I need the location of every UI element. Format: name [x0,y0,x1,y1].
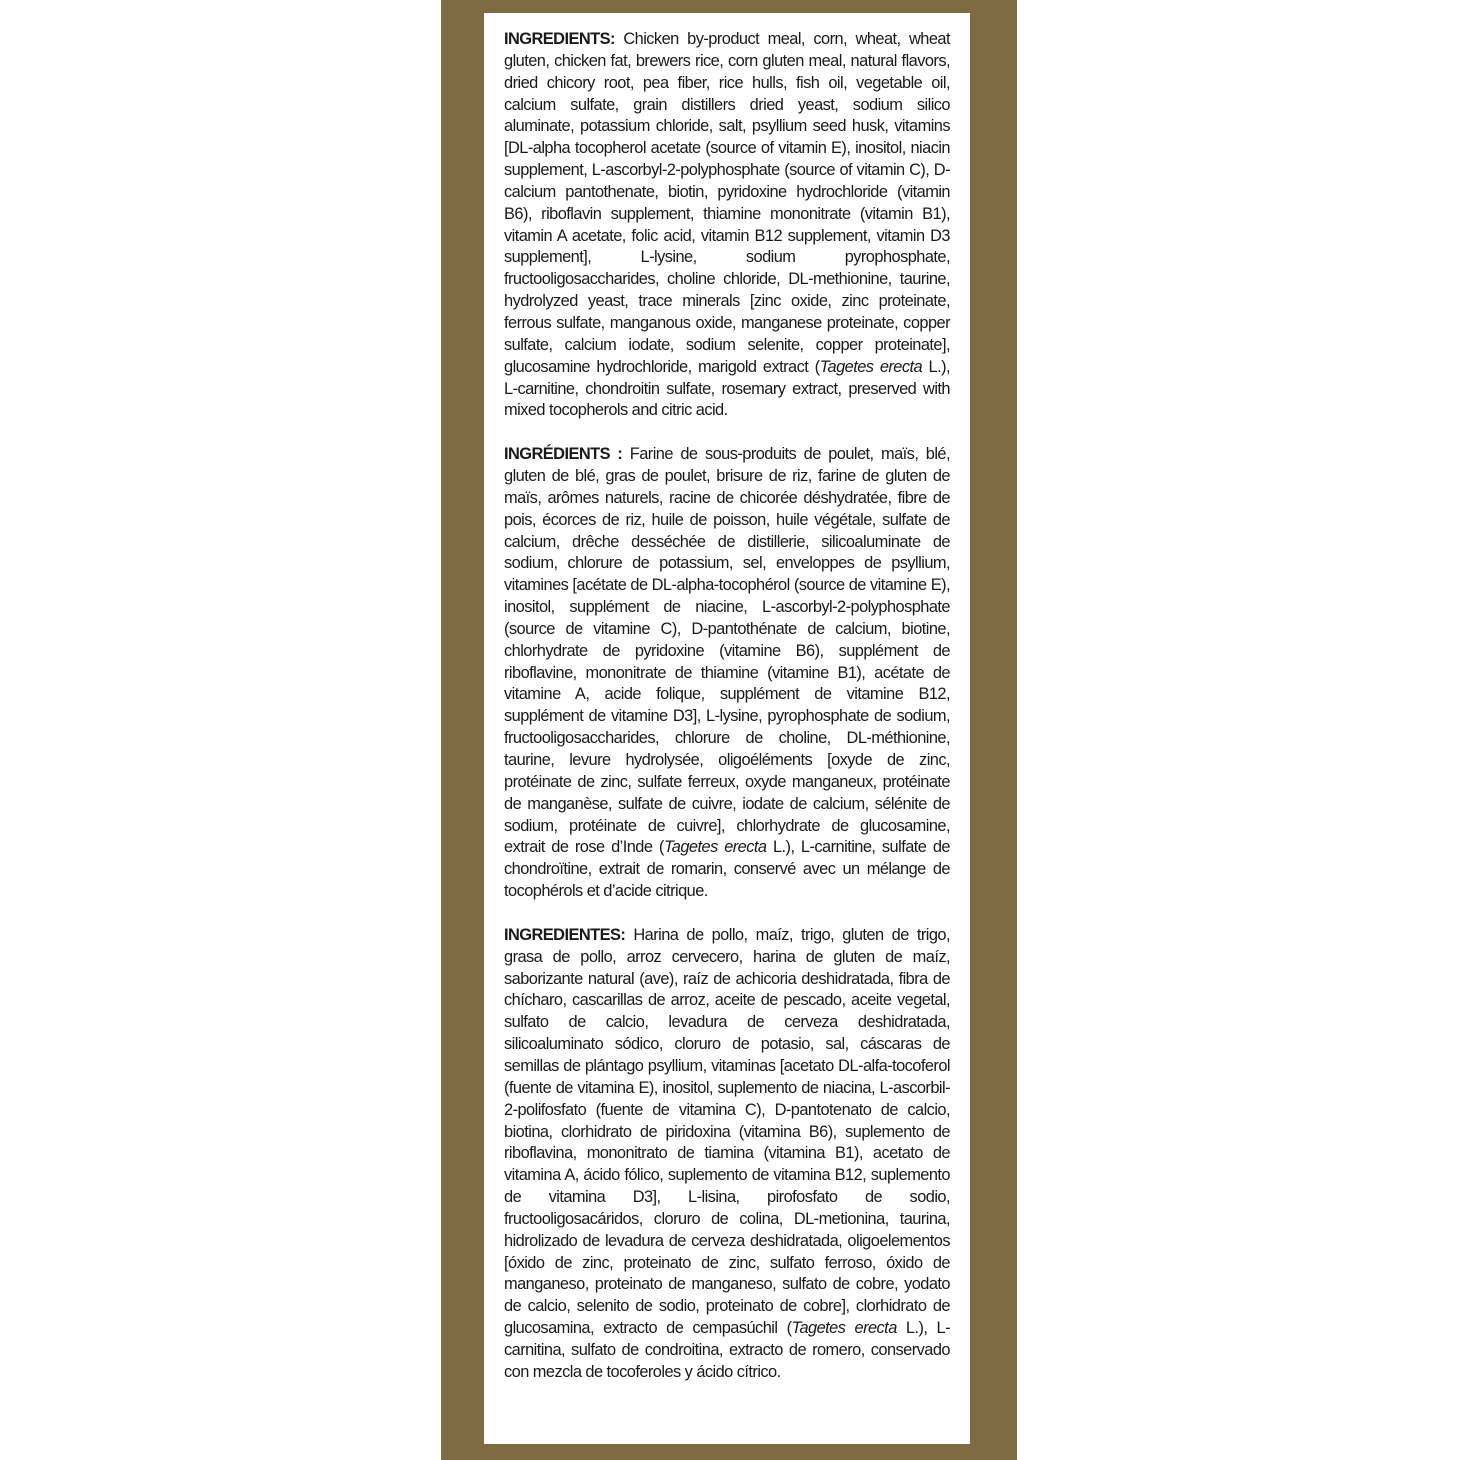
section-text: L.), L-carnitina, sulfato de condroitina, extracto de romero, conservado con mezcla de tocoferoles y ácido cítrico. [504,1319,950,1381]
section-text: L.), L-carnitine, chondroitin sulfate, rosemary extract, preserved with mixed tocopherols and citric acid. [504,357,950,420]
ingredients-french [504,444,950,903]
section-text: L.), L-carnitine, sulfate de chondroïtine, extrait de romarin, conservé avec un mélange de tocophérols et d’acide citrique. [504,838,950,901]
botanical-name: Tagetes erecta [791,1319,897,1338]
section-heading: INGRÉDIENTS : [504,445,623,464]
section-text: Farine de sous-produits de poulet, maïs, blé, gluten de blé, gras de poulet, brisure de riz, farine de gluten de maïs, arômes naturels, racine de chicorée déshydratée, fibre de pois, écorces de riz, huile de poisson, huile végétale, sulfate de calcium, drêche desséchée de distillerie, silicoaluminate de sodium, chlorure de potassium, sel, enveloppes de psyllium, vitamines [acétate de DL-alpha-tocophérol (source de vitamine E), inositol, supplément de niacine, L-ascorbyl-2-polyphosphate (source de vitamine C), D-pantothénate de calcium, biotine, chlorhydrate de pyridoxine (vitamine B6), supplément de riboflavine, mononitrate de thiamine (vitamine B1), acétate de vitamine A, acide folique, supplément de vitamine B12, supplément de vitamine D3], L-lysine, pyrophosphate de sodium, fructooligosaccharides, chlorure de choline, DL-méthionine, taurine, levure hydrolysée, oligoéléments [oxyde de zinc, protéinate de zinc, sulfate ferreux, oxyde manganeux, protéinate de manganèse, sulfate de cuivre, iodate de calcium, sélénite de sodium, protéinate de cuivre], chlorhydrate de glucosamine, extrait de rose d’Inde ( [504,445,950,857]
ingredients-panel [484,13,970,1444]
botanical-name: Tagetes erecta [819,357,923,376]
botanical-name: Tagetes erecta [663,838,767,857]
section-text: Chicken by-product meal, corn, wheat, wheat gluten, chicken fat, brewers rice, corn gluten meal, natural flavors, dried chicory root, pea fiber, rice hulls, fish oil, vegetable oil, calcium sulfate, grain distillers dried yeast, sodium silico aluminate, potassium chloride, salt, psyllium seed husk, vitamins [DL-alpha tocopherol acetate (source of vitamin E), inositol, niacin supplement, L-ascorbyl-2-polyphosphate (source of vitamin C), D-calcium pantothenate, biotin, pyridoxine hydrochloride (vitamin B6), riboflavin supplement, thiamine mononitrate (vitamin B1), vitamin A acetate, folic acid, vitamin B12 supplement, vitamin D3 supplement], L-lysine, sodium pyrophosphate, fructooligosaccharides, choline chloride, DL-methionine, taurine, hydrolyzed yeast, trace minerals [zinc oxide, zinc proteinate, ferrous sulfate, manganous oxide, manganese proteinate, copper sulfate, calcium iodate, sodium selenite, copper proteinate], glucosamine hydrochloride, marigold extract ( [504,30,950,376]
ingredients-spanish [504,925,950,1384]
ingredients-english [504,29,950,422]
section-text: Harina de pollo, maíz, trigo, gluten de trigo, grasa de pollo, arroz cervecero, harina de gluten de maíz, saborizante natural (ave), raíz de achicoria deshidratada, fibra de chícharo, cascarillas de arroz, aceite de pescado, aceite vegetal, sulfato de calcio, levadura de cerveza deshidratada, silicoaluminato sódico, cloruro de potasio, sal, cáscaras de semillas de plántago psyllium, vitaminas [acetato DL-alfa-tocoferol (fuente de vitamina E), inositol, suplemento de niacina, L-ascorbil-2-polifosfato (fuente de vitamina C), D-pantotenato de calcio, biotina, clorhidrato de piridoxina (vitamina B6), suplemento de riboflavina, mononitrato de tiamina (vitamina B1), acetato de vitamina A, ácido fólico, suplemento de vitamina B12, suplemento de vitamina D3], L-lisina, pirofosfato de sodio, fructooligosacáridos, cloruro de colina, DL-metionina, taurina, hidrolizado de levadura de cerveza deshidratada, oligoelementos [óxido de zinc, proteinato de zinc, sulfato ferroso, óxido de manganeso, proteinato de manganeso, sulfato de cobre, yodato de calcio, selenito de sodio, proteinato de cobre], clorhidrato de glucosamina, extracto de cempasúchil ( [504,925,950,1338]
section-heading: INGREDIENTES: [504,925,626,944]
section-heading: INGREDIENTS: [504,30,615,48]
